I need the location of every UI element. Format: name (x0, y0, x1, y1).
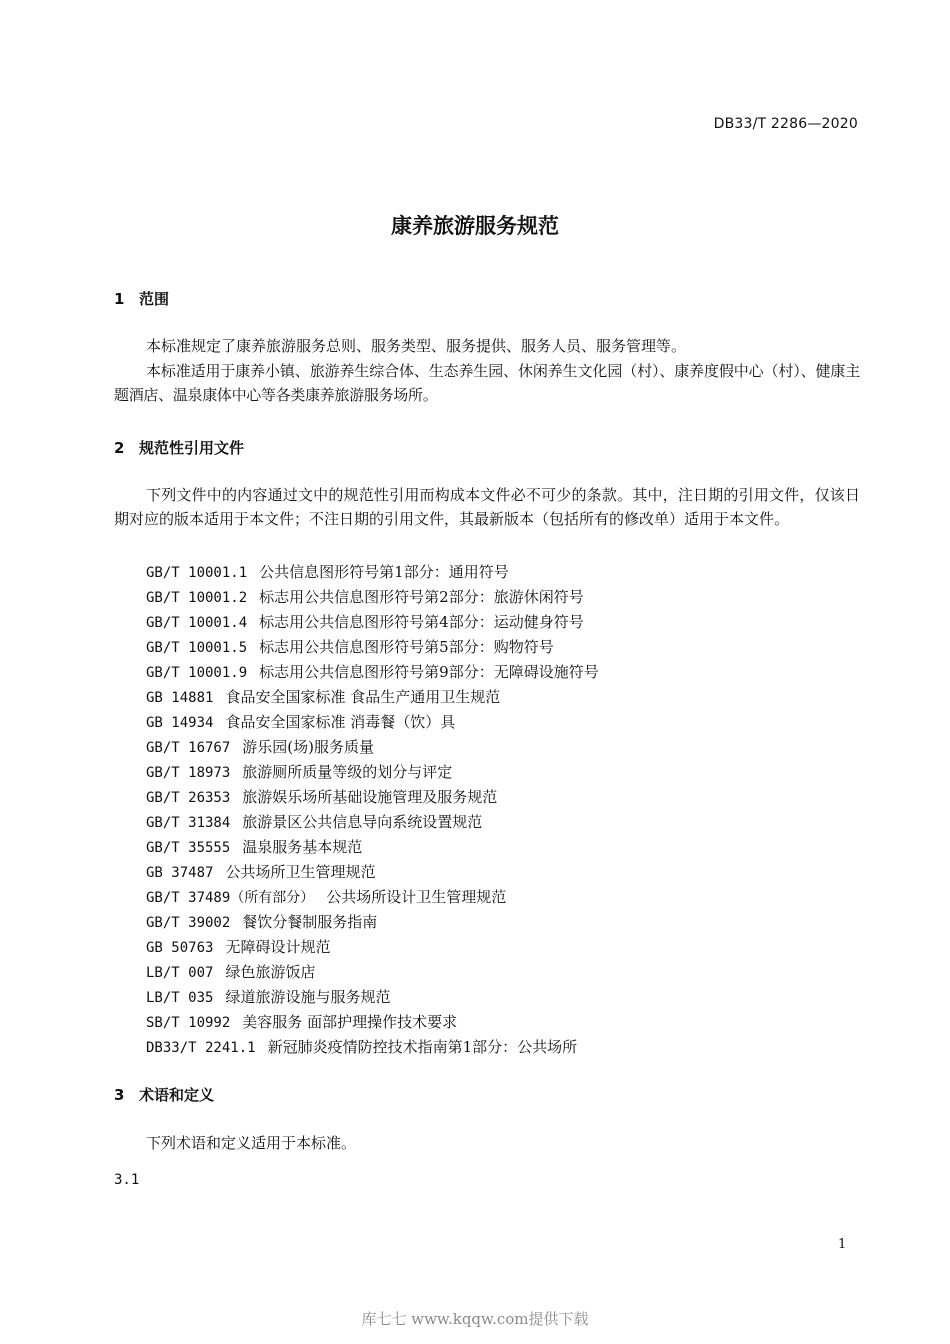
reference-item (146, 960, 599, 985)
reference-item (146, 710, 599, 735)
reference-code: GB/T 10001.2 (146, 590, 248, 606)
reference-code: GB/T 26353 (146, 790, 231, 806)
section-1-paragraph-2: 本标准适用于康养小镇、旅游养生综合体、生态养生园、休闲养生文化园（村）、康养度假中心（村）、健康主题酒店、温泉康体中心等各类康养旅游服务场所。 (114, 362, 860, 404)
reference-code: GB/T 37489（所有部分） (146, 890, 315, 906)
reference-item (146, 1035, 599, 1060)
reference-title: 标志用公共信息图形符号第4部分：运动健身符号 (259, 613, 584, 631)
reference-code: GB/T 18973 (146, 765, 231, 781)
reference-code: GB/T 10001.5 (146, 640, 248, 656)
reference-code: GB 50763 (146, 940, 214, 956)
reference-item (146, 935, 599, 960)
reference-item (146, 835, 599, 860)
reference-title: 游乐园(场)服务质量 (242, 738, 375, 756)
reference-item (146, 660, 599, 685)
section-3-heading (114, 1084, 214, 1105)
reference-code: GB/T 16767 (146, 740, 231, 756)
reference-code: GB/T 10001.4 (146, 615, 248, 631)
reference-item (146, 810, 599, 835)
reference-title: 标志用公共信息图形符号第2部分：旅游休闲符号 (259, 588, 584, 606)
section-2-number: 2 (114, 439, 125, 457)
reference-code: GB/T 10001.1 (146, 565, 248, 581)
section-1-title: 范围 (139, 290, 170, 308)
reference-title: 无障碍设计规范 (225, 938, 331, 956)
section-3-number: 3 (114, 1086, 125, 1104)
reference-item (146, 860, 599, 885)
page-number: 1 (838, 1237, 847, 1252)
reference-item (146, 685, 599, 710)
section-2-heading (114, 437, 244, 458)
reference-code: GB 37487 (146, 865, 214, 881)
reference-title: 温泉服务基本规范 (242, 838, 363, 856)
subsection-number: 3.1 (114, 1172, 140, 1188)
reference-item (146, 635, 599, 660)
normative-references-list (146, 560, 599, 1060)
reference-title: 绿道旅游设施与服务规范 (225, 988, 391, 1006)
reference-code: LB/T 007 (146, 965, 214, 981)
reference-item (146, 985, 599, 1010)
reference-title: 旅游厕所质量等级的划分与评定 (242, 763, 453, 781)
reference-code: GB/T 35555 (146, 840, 231, 856)
reference-title: 食品安全国家标准 食品生产通用卫生规范 (225, 688, 501, 706)
reference-title: 食品安全国家标准 消毒餐（饮）具 (225, 713, 456, 731)
reference-item (146, 785, 599, 810)
section-3-title: 术语和定义 (139, 1086, 215, 1104)
reference-code: SB/T 10992 (146, 1015, 231, 1031)
reference-title: 公共信息图形符号第1部分：通用符号 (259, 563, 509, 581)
reference-item (146, 735, 599, 760)
reference-item (146, 585, 599, 610)
reference-item (146, 910, 599, 935)
page-title: 康养旅游服务规范 (391, 214, 559, 238)
reference-code: GB/T 10001.9 (146, 665, 248, 681)
section-2-title: 规范性引用文件 (139, 439, 245, 457)
download-watermark: 库七七 www.kqqw.com提供下载 (361, 1310, 589, 1328)
reference-item (146, 760, 599, 785)
reference-title: 旅游景区公共信息导向系统设置规范 (242, 813, 483, 831)
reference-title: 餐饮分餐制服务指南 (242, 913, 378, 931)
reference-item (146, 560, 599, 585)
reference-item (146, 885, 599, 910)
document-code: DB33/T 2286—2020 (713, 116, 858, 132)
reference-title: 公共场所卫生管理规范 (225, 863, 376, 881)
reference-title: 公共场所设计卫生管理规范 (326, 888, 507, 906)
reference-item (146, 1010, 599, 1035)
reference-code: GB/T 39002 (146, 915, 231, 931)
reference-code: LB/T 035 (146, 990, 214, 1006)
section-1-number: 1 (114, 290, 125, 308)
section-2-paragraph-1: 下列文件中的内容通过文中的规范性引用而构成本文件必不可少的条款。其中，注日期的引用文件，仅该日期对应的版本适用于本文件；不注日期的引用文件，其最新版本（包括所有的修改单）适用于本文件。 (114, 486, 860, 528)
reference-code: DB33/T 2241.1 (146, 1040, 256, 1056)
reference-title: 绿色旅游饭店 (225, 963, 316, 981)
reference-code: GB 14881 (146, 690, 214, 706)
reference-title: 新冠肺炎疫情防控技术指南第1部分：公共场所 (267, 1038, 578, 1056)
reference-title: 旅游娱乐场所基础设施管理及服务规范 (242, 788, 498, 806)
reference-code: GB 14934 (146, 715, 214, 731)
reference-title: 标志用公共信息图形符号第5部分：购物符号 (259, 638, 554, 656)
reference-item (146, 610, 599, 635)
section-1-paragraph-1: 本标准规定了康养旅游服务总则、服务类型、服务提供、服务人员、服务管理等。 (146, 337, 687, 355)
reference-title: 美容服务 面部护理操作技术要求 (242, 1013, 458, 1031)
reference-title: 标志用公共信息图形符号第9部分：无障碍设施符号 (259, 663, 599, 681)
section-3-paragraph-1: 下列术语和定义适用于本标准。 (146, 1134, 357, 1152)
section-1-heading (114, 288, 169, 309)
reference-code: GB/T 31384 (146, 815, 231, 831)
